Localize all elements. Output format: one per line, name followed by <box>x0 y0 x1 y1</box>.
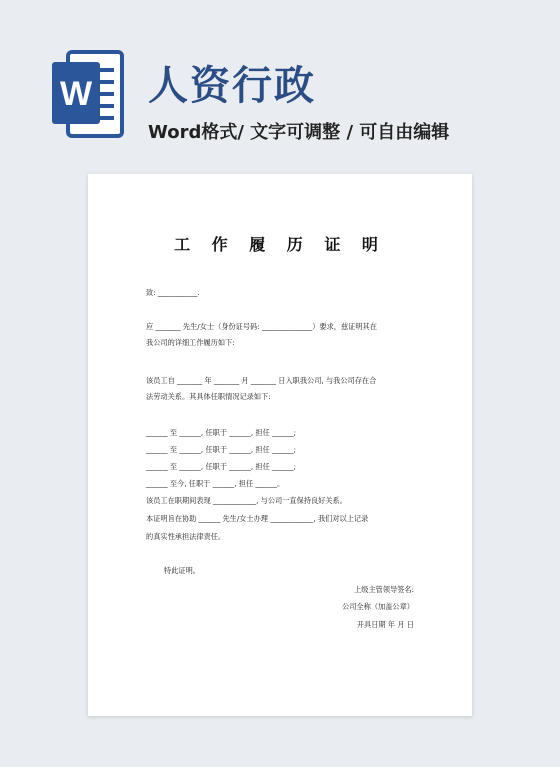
closing-line: 特此证明。 <box>164 566 200 575</box>
history-line: ______ 至 ______, 任职于 ______, 担任 ______; <box>146 445 297 454</box>
history-line: ______ 至今, 任职于 ______, 担任 ______。 <box>146 479 285 488</box>
logo-letter: W <box>59 75 93 113</box>
history-line: ______ 至 ______, 任职于 ______, 担任 ______; <box>146 462 297 471</box>
entry-line: 法劳动关系。其具体任职情况记录如下: <box>146 392 271 401</box>
header-banner <box>0 0 560 160</box>
banner-title: 人资行政 <box>148 63 316 109</box>
document-title: 工 作 履 历 证 明 <box>174 235 386 254</box>
intro-line: 我公司的详细工作履历如下: <box>146 338 235 347</box>
performance-line: 该员工在职期间表现 ____________, 与公司一直保持良好关系。 <box>146 496 347 505</box>
word-icon <box>50 46 126 140</box>
issue-date-line: 开具日期 年 月 日 <box>356 620 414 629</box>
purpose-line: 的真实性承担法律责任。 <box>146 532 226 541</box>
company-seal-line: 公司全称（加盖公章） <box>342 602 414 611</box>
banner-subtitle: Word格式/ 文字可调整 / 可自由编辑 <box>148 122 450 143</box>
purpose-line: 本证明旨在协助 ______ 先生/女士办理 ____________, 我们对以上记录 <box>146 514 369 523</box>
entry-line: 该员工自 _______ 年 _______ 月 _______ 日入职我公司, 与我公司存在合 <box>146 376 377 385</box>
intro-line: 应 _______ 先生/女士（身份证号码: ______________）要求，兹证明其在 <box>146 322 377 331</box>
document-page <box>88 174 472 716</box>
history-line: ______ 至 ______, 任职于 ______, 担任 ______; <box>146 428 297 437</box>
recipient-line: 致: ___________. <box>146 288 200 297</box>
signature-line: 上级主管领导签名: <box>354 585 414 594</box>
